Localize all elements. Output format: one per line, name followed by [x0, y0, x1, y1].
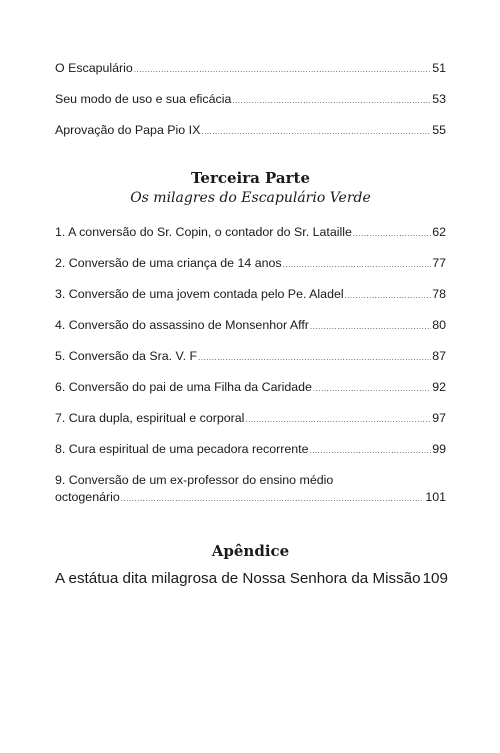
appendix-heading: Apêndice	[211, 542, 290, 560]
dot-leader	[313, 381, 431, 398]
toc-entry-page: 99	[432, 442, 446, 456]
toc-entry-page: 55	[432, 123, 446, 137]
toc-entry	[55, 472, 446, 508]
dot-leader	[232, 93, 431, 110]
toc-entry	[55, 60, 446, 79]
toc-entry-title: 6. Conversão do pai de uma Filha da Caridade	[55, 380, 312, 394]
table-of-contents	[55, 60, 446, 591]
toc-entry	[55, 224, 446, 243]
toc-entry	[55, 91, 446, 110]
toc-entry-title-line1: 9. Conversão de um ex-professor do ensino médio	[55, 473, 334, 487]
toc-entry-page: 109	[422, 570, 448, 587]
toc-entry-title: 3. Conversão de uma jovem contada pelo Pe. Aladel	[55, 287, 344, 301]
toc-entry	[55, 317, 446, 336]
toc-entry-page: 80	[432, 318, 446, 332]
toc-entry-page: 77	[432, 256, 446, 270]
toc-entry	[55, 255, 446, 274]
dot-leader	[201, 124, 431, 141]
toc-entry-title: 8. Cura espiritual de uma pecadora recorrente	[55, 442, 309, 456]
appendix-entry	[55, 569, 446, 591]
toc-entry	[55, 122, 446, 141]
toc-entry-title: A estátua dita milagrosa de Nossa Senhora da Missão	[55, 570, 421, 587]
toc-entry-title: 2. Conversão de uma criança de 14 anos	[55, 256, 282, 270]
dot-leader	[309, 443, 431, 460]
dot-leader	[345, 288, 432, 305]
toc-entry-title: 5. Conversão da Sra. V. F	[55, 349, 198, 363]
dot-leader	[283, 257, 432, 274]
toc-entry-title: 4. Conversão do assassino de Monsenhor Affr	[55, 318, 309, 332]
toc-entry	[55, 410, 446, 429]
toc-entry-page: 78	[432, 287, 446, 301]
dot-leader	[134, 62, 431, 79]
toc-entry-title: 1. A conversão do Sr. Copin, o contador do Sr. Lataille	[55, 225, 352, 239]
toc-entry-page: 51	[432, 61, 446, 75]
dot-leader	[353, 226, 431, 243]
toc-entry	[55, 379, 446, 398]
dot-leader	[245, 412, 431, 429]
toc-entry-page: 53	[432, 92, 446, 106]
toc-entry	[55, 286, 446, 305]
toc-entry-title: Seu modo de uso e sua eficácia	[55, 92, 232, 106]
dot-leader	[121, 491, 425, 508]
toc-entry-title-line2: octogenário	[55, 490, 120, 504]
section-heading: Terceira Parte	[190, 169, 311, 187]
toc-entry-page: 101	[425, 490, 446, 504]
dot-leader	[310, 319, 431, 336]
dot-leader	[198, 350, 431, 367]
toc-entry-title: 7. Cura dupla, espiritual e corporal	[55, 411, 245, 425]
toc-entry-page: 87	[432, 349, 446, 363]
toc-entry-title: Aprovação do Papa Pio IX	[55, 123, 201, 137]
toc-entry	[55, 348, 446, 367]
toc-entry-title: O Escapulário	[55, 61, 133, 75]
toc-entry-page: 62	[432, 225, 446, 239]
section-subheading: Os milagres do Escapulário Verde	[130, 190, 371, 206]
toc-entry-page: 97	[432, 411, 446, 425]
toc-entry	[55, 441, 446, 460]
toc-entry-page: 92	[432, 380, 446, 394]
